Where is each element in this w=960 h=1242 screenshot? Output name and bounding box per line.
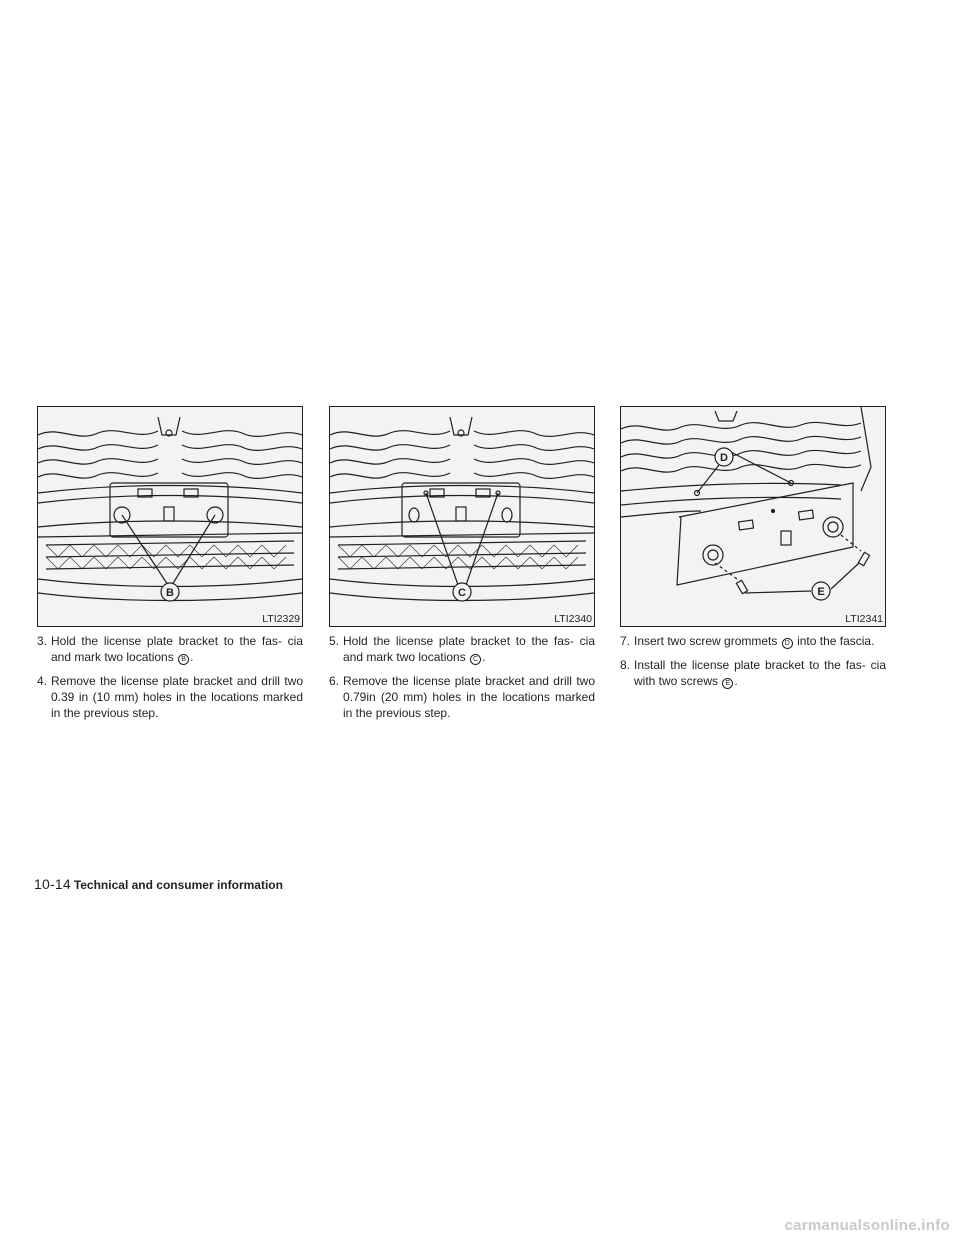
callout-c-label: C bbox=[458, 587, 466, 599]
step-text-end: . bbox=[190, 650, 194, 664]
callout-b-icon: B bbox=[178, 654, 189, 665]
watermark: carmanualsonline.info bbox=[784, 1217, 950, 1234]
step-text-end: into the fascia. bbox=[797, 634, 875, 648]
steps-list-3 bbox=[620, 633, 886, 689]
instruction-column-3 bbox=[620, 406, 886, 697]
instruction-column-2 bbox=[329, 406, 595, 729]
steps-list-2 bbox=[329, 633, 595, 721]
instruction-column-1 bbox=[37, 406, 303, 729]
callout-d-label: D bbox=[720, 452, 728, 464]
callout-d-icon: D bbox=[782, 638, 793, 649]
steps-list-1 bbox=[37, 633, 303, 721]
step-text: Install the license plate bracket to the fas- cia with two screws bbox=[634, 658, 886, 688]
step-number: 7. bbox=[620, 634, 631, 648]
page-number: 10-14 bbox=[34, 876, 71, 892]
step-number: 6. bbox=[329, 674, 340, 688]
step-number: 8. bbox=[620, 658, 631, 672]
callout-e-icon: E bbox=[722, 678, 733, 689]
step-text: Hold the license plate bracket to the fas- cia and mark two locations bbox=[51, 634, 303, 664]
step-4 bbox=[37, 673, 303, 721]
step-text: Hold the license plate bracket to the fas- cia and mark two locations bbox=[343, 634, 595, 664]
callout-e-label: E bbox=[817, 586, 825, 598]
figure-id-label: LTI2329 bbox=[262, 613, 300, 625]
step-3 bbox=[37, 633, 303, 665]
illustration-bracket-install bbox=[621, 407, 885, 626]
illustration-bracket-c bbox=[330, 407, 594, 626]
step-text-end: . bbox=[482, 650, 486, 664]
step-number: 3. bbox=[37, 634, 48, 648]
step-5 bbox=[329, 633, 595, 665]
page-footer bbox=[34, 876, 283, 892]
figure-bracket-mark-c bbox=[329, 406, 595, 627]
figure-id-label: LTI2341 bbox=[845, 613, 883, 625]
step-text: Remove the license plate bracket and drill two 0.79in (20 mm) holes in the locations marked in the previous step. bbox=[343, 674, 595, 720]
step-8 bbox=[620, 657, 886, 689]
section-title: Technical and consumer information bbox=[73, 878, 283, 892]
step-text: Remove the license plate bracket and drill two 0.39 in (10 mm) holes in the locations marked in the previous step. bbox=[51, 674, 303, 720]
step-text: Insert two screw grommets bbox=[634, 634, 778, 648]
callout-b-label: B bbox=[166, 587, 174, 599]
callout-c-icon: C bbox=[470, 654, 481, 665]
step-text-end: . bbox=[734, 674, 738, 688]
figure-id-label: LTI2340 bbox=[554, 613, 592, 625]
figure-bracket-install bbox=[620, 406, 886, 627]
figure-bracket-mark-b bbox=[37, 406, 303, 627]
step-7 bbox=[620, 633, 886, 649]
step-number: 5. bbox=[329, 634, 340, 648]
step-number: 4. bbox=[37, 674, 48, 688]
step-6 bbox=[329, 673, 595, 721]
illustration-bracket-b bbox=[38, 407, 302, 626]
